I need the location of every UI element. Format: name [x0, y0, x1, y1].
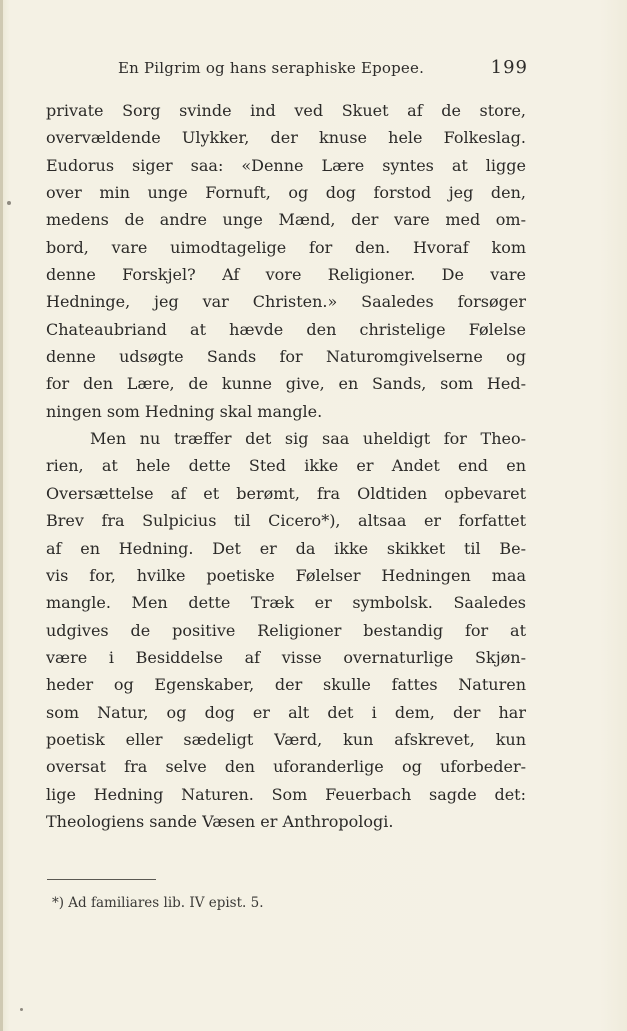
footnote: *) Ad familiares lib. IV epist. 5.	[52, 895, 264, 911]
text-line: bord, vare uimodtagelige for den. Hvoraf kom	[46, 237, 526, 257]
text-line: Eudorus siger saa: «Denne Lære syntes at ligge	[46, 155, 526, 175]
text-line: Hedninge, jeg var Christen.» Saaledes forsøger	[46, 292, 526, 312]
text-line: denne udsøgte Sands for Naturomgivelserne og	[46, 347, 526, 367]
text-line: poetisk eller sædeligt Værd, kun afskrevet, kun	[46, 729, 526, 749]
paper-speck	[20, 1008, 23, 1011]
text-line: over min unge Fornuft, og dog forstod jeg den,	[46, 183, 526, 203]
text-line: mangle. Men dette Træk er symbolsk. Saaledes	[46, 593, 526, 613]
running-title: En Pilgrim og hans seraphiske Epopee.	[118, 59, 425, 77]
text-line: af en Hedning. Det er da ikke skikket til Be-	[46, 538, 526, 558]
text-line: Brev fra Sulpicius til Cicero*), altsaa er forfattet	[46, 511, 526, 531]
text-line: udgives de positive Religioner bestandig for at	[46, 620, 526, 640]
text-line: heder og Egenskaber, der skulle fattes Naturen	[46, 675, 526, 695]
paper-speck	[7, 201, 11, 205]
text-line: Oversættelse af et berømt, fra Oldtiden opbevaret	[46, 483, 526, 503]
footnote-rule	[47, 879, 156, 880]
text-line: medens de andre unge Mænd, der vare med om-	[46, 210, 526, 230]
page-header	[118, 57, 528, 85]
text-line: Men nu træffer det sig saa uheldigt for Theo-	[90, 429, 526, 449]
text-line: overvældende Ulykker, der knuse hele Folkeslag.	[46, 128, 526, 148]
text-line: denne Forskjel? Af vore Religioner. De vare	[46, 265, 526, 285]
text-line: vis for, hvilke poetiske Følelser Hedningen maa	[46, 565, 526, 585]
text-line: som Natur, og dog er alt det i dem, der har	[46, 702, 526, 722]
text-line: for den Lære, de kunne give, en Sands, som Hed-	[46, 374, 526, 394]
text-line: være i Besiddelse af visse overnaturlige Skjøn-	[46, 647, 526, 667]
text-line: rien, at hele dette Sted ikke er Andet end en	[46, 456, 526, 476]
body-text	[46, 97, 526, 835]
text-line: Theologiens sande Væsen er Anthropologi.	[46, 811, 394, 831]
text-line: lige Hedning Naturen. Som Feuerbach sagde det:	[46, 784, 526, 804]
text-line: oversat fra selve den uforanderlige og uforbeder-	[46, 757, 526, 777]
text-line: Chateaubriand at hævde den christelige Følelse	[46, 319, 526, 339]
text-line: private Sorg svinde ind ved Skuet af de store,	[46, 101, 526, 120]
page-binding-edge	[0, 0, 3, 1031]
page-number: 199	[490, 57, 528, 78]
text-line: ningen som Hedning skal mangle.	[46, 401, 323, 421]
